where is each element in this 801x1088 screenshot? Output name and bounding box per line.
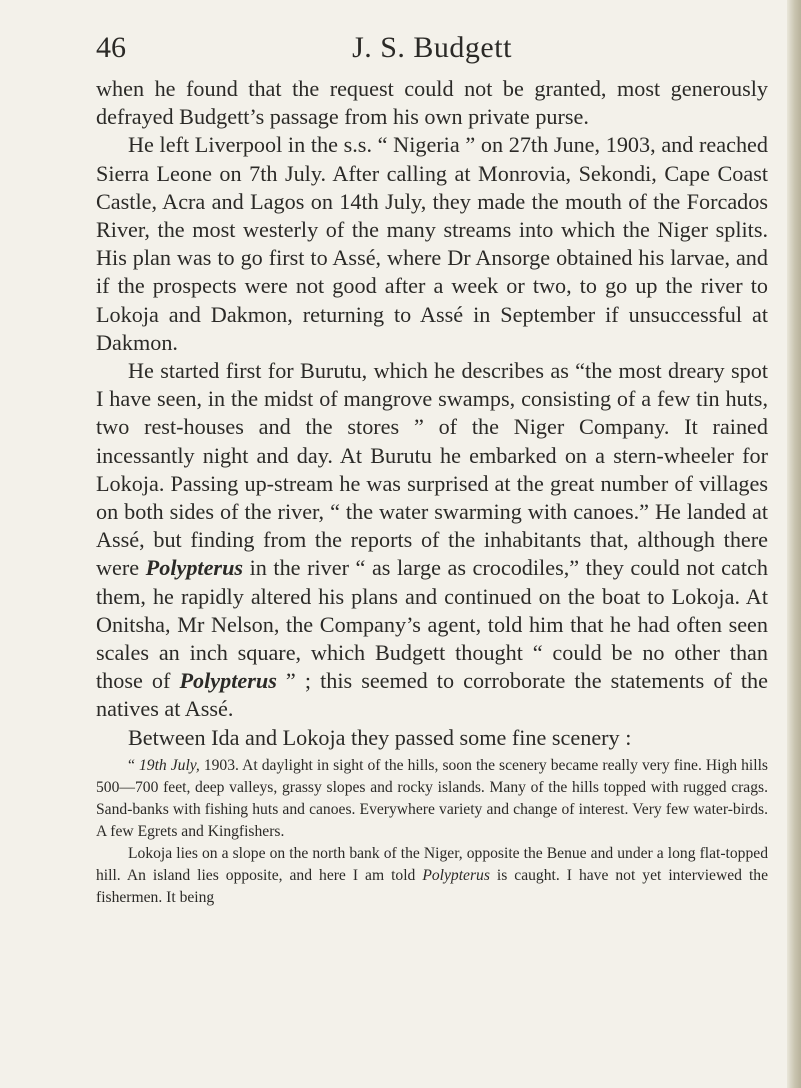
species-name: Polypterus: [145, 555, 244, 581]
quote-text-2a: Lokoja lies on a slope on the north bank of the Niger, opposite the Benue and under a long flat-topped hill. An island lies opposite, and here I am told: [96, 844, 768, 884]
paragraph-2: He left Liverpool in the s.s. “ Nigeria ” on 27th June, 1903, and reached Sierra Leone on 7th July. After calling at Monrovia, Sekondi, Cape Coast Castle, Acra and Lagos on 14th July, they made the mouth of the Forcados River, the most westerly of the many streams into which the Niger splits. His plan was to go first to Assé, where Dr Ansorge obtained his larvae, and if the prospects were not good after a week or two, to go up the river to Lokoja and Dakmon, returning to Assé in September if unsuccessful at Dakmon.: [96, 132, 768, 355]
quote-date: 19th July,: [138, 756, 200, 774]
paragraph-3-text-a: He started first for Burutu, which he describes as “the most dreary spot I have seen, in the midst of mangrove swamps, consisting of a few tin huts, two rest-houses and the stores ” of the Niger Company. It rained incessantly night and day. At Burutu he embarked on a stern-wheeler for Lokoja. Passing up-stream he was surprised at the great number of villages on both sides of the river, “ the water swarming with canoes.” He landed at Assé, but finding from the reports of the inhabitants that, although there were: [96, 358, 768, 581]
book-page: [96, 28, 768, 909]
paragraph-3-text-c: ” ; this seemed to corroborate the statements of the natives at Assé.: [96, 668, 768, 722]
paragraph-3-text-b: in the river “ as large as crocodiles,” they could not catch them, he rapidly altered his plans and continued on the boat to Lokoja. At Onitsha, Mr Nelson, the Company’s agent, told him that he had often seen scales an inch square, which Budgett thought “ could be no other than those of: [96, 555, 768, 694]
species-name: Polypterus: [422, 866, 490, 884]
paragraph-3: [96, 357, 768, 724]
paragraph-1: when he found that the request could not be granted, most generously defrayed Budgett’s passage from his own private purse.: [96, 76, 768, 130]
diary-quote: [96, 755, 768, 909]
species-name: Polypterus: [179, 668, 277, 694]
page-header: [96, 28, 768, 72]
running-head: J. S. Budgett: [352, 31, 512, 64]
page-edge-shadow: [787, 0, 801, 1088]
quote-paragraph-1: [96, 755, 768, 843]
quote-paragraph-2: [96, 843, 768, 909]
page-number: 46: [96, 31, 126, 64]
quote-open-mark: “: [128, 756, 139, 774]
quote-text-1: 1903. At daylight in sight of the hills, soon the scenery became really very fine. High hills 500—700 feet, deep valleys, grassy slopes and rocky islands. Many of the hills topped with rugged crags. Sand-banks with fishing huts and canoes. Everywhere variety and change of interest. Very few water-birds. A few Egrets and Kingfishers.: [96, 756, 769, 840]
paragraph-4: Between Ida and Lokoja they passed some fine scenery :: [128, 724, 632, 750]
body-text: [96, 75, 768, 752]
quote-text-2b: is caught. I have not yet interviewed the fishermen. It being: [96, 866, 768, 906]
